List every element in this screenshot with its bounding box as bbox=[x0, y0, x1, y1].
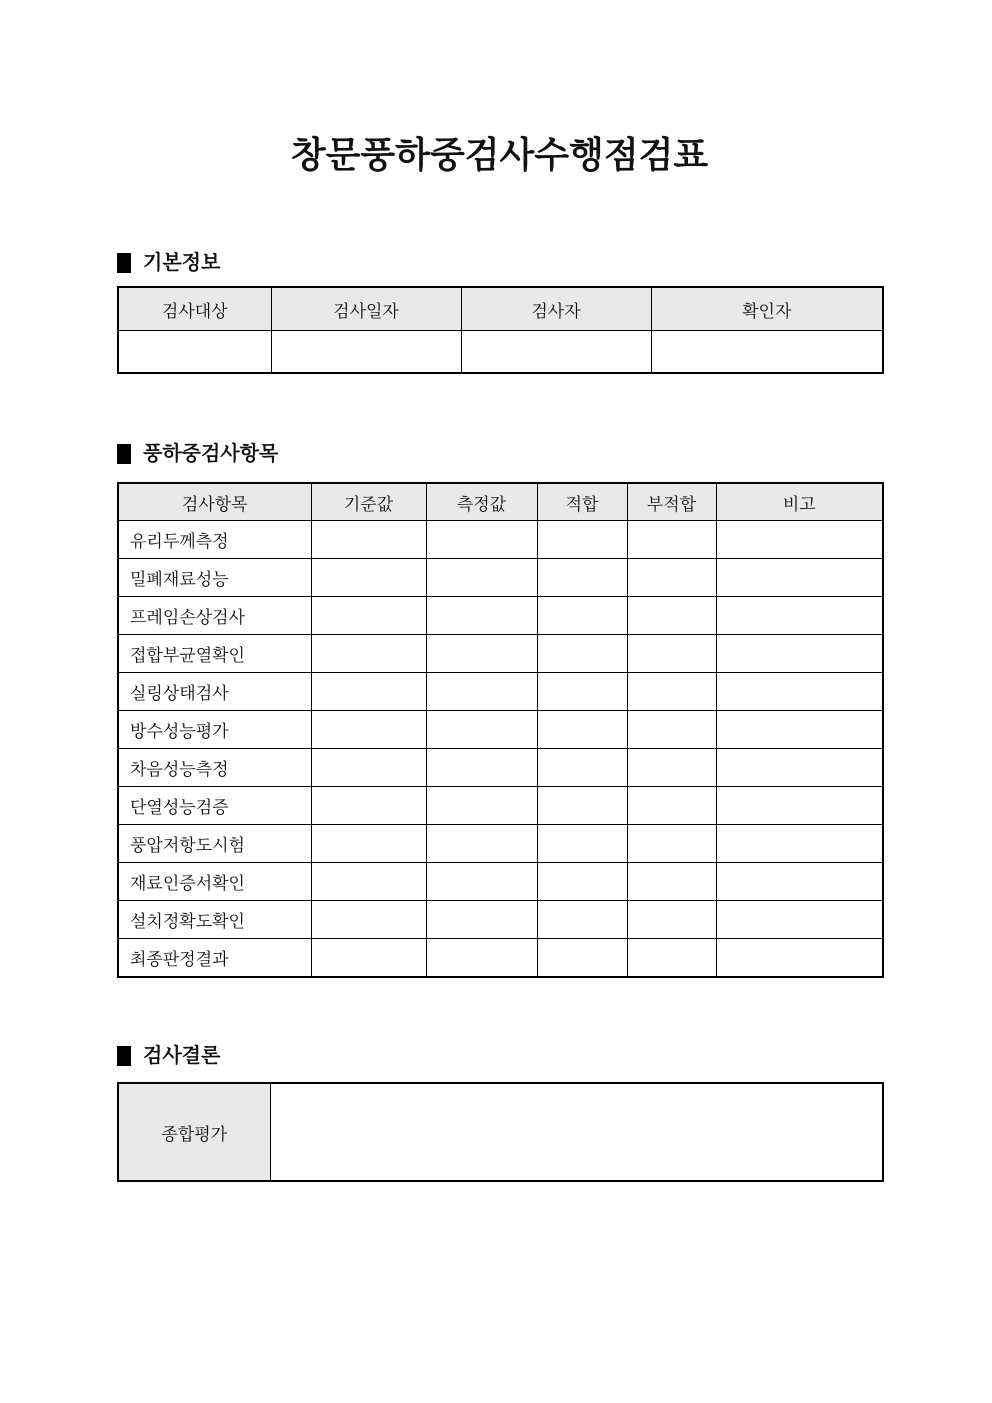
inspection-item-name-cell: 최종판정결과 bbox=[118, 939, 311, 978]
wind-load-header-cell: 부적합 bbox=[627, 483, 716, 521]
conclusion-table bbox=[117, 1082, 884, 1182]
basic-info-entry-cell bbox=[461, 331, 651, 374]
inspection-item-entry-cell bbox=[716, 597, 883, 635]
inspection-item-entry-cell bbox=[426, 825, 537, 863]
overall-evaluation-entry-cell bbox=[270, 1083, 883, 1181]
document-title: 창문풍하중검사수행점검표 bbox=[290, 134, 709, 175]
inspection-item-entry-cell bbox=[426, 635, 537, 673]
wind-load-item-row bbox=[118, 825, 883, 863]
inspection-item-entry-cell bbox=[426, 901, 537, 939]
wind-load-header-cell: 기준값 bbox=[311, 483, 426, 521]
inspection-item-entry-cell bbox=[311, 749, 426, 787]
inspection-item-name-cell: 밀폐재료성능 bbox=[118, 559, 311, 597]
section-heading-conclusion bbox=[117, 1046, 882, 1066]
inspection-item-entry-cell bbox=[627, 901, 716, 939]
wind-load-item-row bbox=[118, 901, 883, 939]
inspection-item-entry-cell bbox=[627, 863, 716, 901]
inspection-item-name-cell: 단열성능검증 bbox=[118, 787, 311, 825]
wind-load-item-row bbox=[118, 559, 883, 597]
wind-load-items-table bbox=[117, 482, 884, 978]
inspection-item-entry-cell bbox=[537, 825, 627, 863]
inspection-item-entry-cell bbox=[627, 825, 716, 863]
inspection-item-name-cell: 풍압저항도시험 bbox=[118, 825, 311, 863]
inspection-item-entry-cell bbox=[426, 711, 537, 749]
inspection-item-entry-cell bbox=[716, 749, 883, 787]
inspection-item-entry-cell bbox=[311, 939, 426, 978]
inspection-item-entry-cell bbox=[627, 635, 716, 673]
conclusion-row bbox=[118, 1083, 883, 1181]
inspection-item-entry-cell bbox=[426, 559, 537, 597]
inspection-item-entry-cell bbox=[311, 863, 426, 901]
section-basic-info bbox=[117, 253, 882, 374]
wind-load-header-cell: 비고 bbox=[716, 483, 883, 521]
section-heading-wind-load-items bbox=[117, 444, 882, 464]
wind-load-item-row bbox=[118, 863, 883, 901]
inspection-item-name-cell: 재료인증서확인 bbox=[118, 863, 311, 901]
inspection-item-entry-cell bbox=[426, 521, 537, 559]
basic-info-entry-cell bbox=[651, 331, 883, 374]
wind-load-item-row bbox=[118, 939, 883, 978]
inspection-item-entry-cell bbox=[627, 749, 716, 787]
inspection-item-entry-cell bbox=[537, 749, 627, 787]
inspection-item-entry-cell bbox=[537, 673, 627, 711]
wind-load-item-row bbox=[118, 635, 883, 673]
inspection-item-name-cell: 차음성능측정 bbox=[118, 749, 311, 787]
wind-load-item-row bbox=[118, 749, 883, 787]
inspection-item-entry-cell bbox=[311, 901, 426, 939]
wind-load-items-body bbox=[118, 521, 883, 978]
inspection-item-entry-cell bbox=[426, 597, 537, 635]
inspection-item-entry-cell bbox=[627, 597, 716, 635]
basic-info-entry-cell bbox=[118, 331, 271, 374]
section-marker-icon bbox=[117, 253, 131, 273]
inspection-item-entry-cell bbox=[426, 863, 537, 901]
inspection-item-entry-cell bbox=[716, 825, 883, 863]
inspection-item-entry-cell bbox=[426, 673, 537, 711]
wind-load-item-row bbox=[118, 521, 883, 559]
inspection-item-entry-cell bbox=[716, 901, 883, 939]
inspection-item-entry-cell bbox=[537, 939, 627, 978]
wind-load-item-row bbox=[118, 711, 883, 749]
section-marker-icon bbox=[117, 1046, 131, 1066]
inspection-item-entry-cell bbox=[716, 635, 883, 673]
inspection-item-entry-cell bbox=[627, 521, 716, 559]
basic-info-header-row bbox=[118, 287, 883, 331]
basic-info-entry-row bbox=[118, 331, 883, 374]
inspection-item-name-cell: 유리두께측정 bbox=[118, 521, 311, 559]
inspection-item-entry-cell bbox=[627, 559, 716, 597]
inspection-item-entry-cell bbox=[311, 825, 426, 863]
inspection-item-entry-cell bbox=[716, 559, 883, 597]
inspection-item-entry-cell bbox=[311, 635, 426, 673]
inspection-item-entry-cell bbox=[627, 787, 716, 825]
basic-info-table bbox=[117, 286, 884, 374]
inspection-item-entry-cell bbox=[627, 673, 716, 711]
inspection-item-entry-cell bbox=[426, 749, 537, 787]
wind-load-item-row bbox=[118, 673, 883, 711]
basic-info-header-cell: 확인자 bbox=[651, 287, 883, 331]
inspection-item-entry-cell bbox=[426, 787, 537, 825]
inspection-item-entry-cell bbox=[627, 939, 716, 978]
inspection-item-entry-cell bbox=[311, 711, 426, 749]
basic-info-header-cell: 검사자 bbox=[461, 287, 651, 331]
inspection-item-entry-cell bbox=[311, 559, 426, 597]
inspection-item-name-cell: 접합부균열확인 bbox=[118, 635, 311, 673]
inspection-item-entry-cell bbox=[537, 559, 627, 597]
section-heading-label: 검사결론 bbox=[143, 1045, 221, 1067]
wind-load-items-header-row bbox=[118, 483, 883, 521]
wind-load-header-cell: 측정값 bbox=[426, 483, 537, 521]
wind-load-header-cell: 적합 bbox=[537, 483, 627, 521]
inspection-item-entry-cell bbox=[537, 901, 627, 939]
section-wind-load-items bbox=[117, 444, 882, 978]
section-heading-label: 기본정보 bbox=[143, 252, 221, 274]
basic-info-entry-cell bbox=[271, 331, 461, 374]
section-heading-label: 풍하중검사항목 bbox=[143, 443, 279, 465]
inspection-item-entry-cell bbox=[716, 673, 883, 711]
inspection-item-entry-cell bbox=[537, 521, 627, 559]
inspection-item-entry-cell bbox=[537, 863, 627, 901]
basic-info-header-cell: 검사일자 bbox=[271, 287, 461, 331]
wind-load-header-cell: 검사항목 bbox=[118, 483, 311, 521]
section-conclusion bbox=[117, 1046, 882, 1182]
wind-load-item-row bbox=[118, 787, 883, 825]
inspection-item-entry-cell bbox=[311, 673, 426, 711]
inspection-item-entry-cell bbox=[537, 597, 627, 635]
inspection-item-entry-cell bbox=[311, 787, 426, 825]
inspection-item-entry-cell bbox=[716, 521, 883, 559]
inspection-item-entry-cell bbox=[311, 597, 426, 635]
inspection-item-entry-cell bbox=[716, 863, 883, 901]
inspection-item-entry-cell bbox=[311, 521, 426, 559]
inspection-item-name-cell: 방수성능평가 bbox=[118, 711, 311, 749]
inspection-item-name-cell: 설치정확도확인 bbox=[118, 901, 311, 939]
section-marker-icon bbox=[117, 444, 131, 464]
inspection-item-entry-cell bbox=[426, 939, 537, 978]
basic-info-header-cell: 검사대상 bbox=[118, 287, 271, 331]
inspection-item-entry-cell bbox=[716, 711, 883, 749]
inspection-item-entry-cell bbox=[716, 787, 883, 825]
inspection-item-entry-cell bbox=[537, 711, 627, 749]
inspection-item-entry-cell bbox=[537, 635, 627, 673]
inspection-item-name-cell: 실링상태검사 bbox=[118, 673, 311, 711]
inspection-item-entry-cell bbox=[716, 939, 883, 978]
wind-load-item-row bbox=[118, 597, 883, 635]
section-heading-basic-info bbox=[117, 253, 882, 273]
inspection-item-entry-cell bbox=[627, 711, 716, 749]
inspection-item-entry-cell bbox=[537, 787, 627, 825]
inspection-item-name-cell: 프레임손상검사 bbox=[118, 597, 311, 635]
overall-evaluation-label-cell: 종합평가 bbox=[118, 1083, 270, 1181]
